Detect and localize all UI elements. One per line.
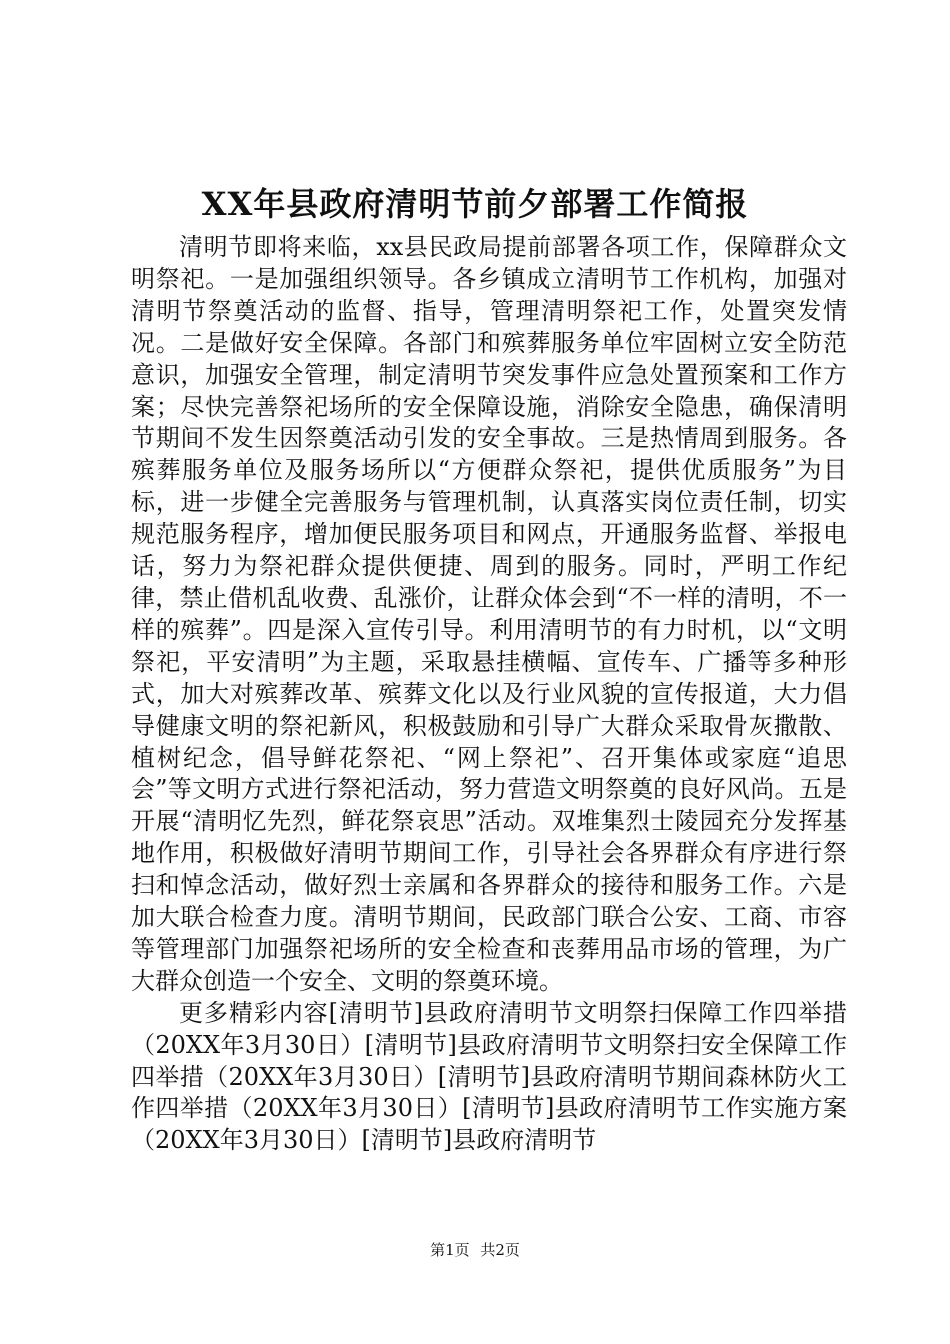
page-number-total: 共2页 [480,1241,520,1259]
page-footer [0,1240,950,1260]
document-title: XX年县政府清明节前夕部署工作简报 [201,185,749,223]
document-body [131,232,847,1157]
page-number-current: 第1页 [430,1241,470,1259]
body-paragraph-main: 清明节即将来临，xx县民政局提前部署各项工作，保障群众文明祭祀。一是加强组织领导。各乡镇成立清明节工作机构，加强对清明节祭奠活动的监督、指导，管理清明祭祀工作，处置突发情况。二是做好安全保障。各部门和殡葬服务单位牢固树立安全防范意识，加强安全管理，制定清明节突发事件应急处置预案和工作方案；尽快完善祭祀场所的安全保障设施，消除安全隐患，确保清明节期间不发生因祭奠活动引发的安全事故。三是热情周到服务。各殡葬服务单位及服务场所以“方便群众祭祀，提供优质服务”为目标，进一步健全完善服务与管理机制，认真落实岗位责任制，切实规范服务程序，增加便民服务项目和网点，开通服务监督、举报电话，努力为祭祀群众提供便捷、周到的服务。同时，严明工作纪律，禁止借机乱收费、乱涨价，让群众体会到“不一样的清明，不一样的殡葬”。四是深入宣传引导。利用清明节的有力时机，以“文明祭祀，平安清明”为主题，采取悬挂横幅、宣传车、广播等多种形式，加大对殡葬改革、殡葬文化以及行业风貌的宣传报道，大力倡导健康文明的祭祀新风，积极鼓励和引导广大群众采取骨灰撒散、植树纪念，倡导鲜花祭祀、“网上祭祀”、召开集体或家庭“追思会”等文明方式进行祭祀活动，努力营造文明祭奠的良好风尚。五是开展“清明忆先烈，鲜花祭哀思”活动。双堆集烈士陵园充分发挥基地作用，积极做好清明节期间工作，引导社会各界群众有序进行祭扫和悼念活动，做好烈士亲属和各界群众的接待和服务工作。六是加大联合检查力度。清明节期间，民政部门联合公安、工商、市容等管理部门加强祭祀场所的安全检查和丧葬用品市场的管理，为广大群众创造一个安全、文明的祭奠环境。 [131,233,847,995]
body-paragraph-more: 更多精彩内容[清明节]县政府清明节文明祭扫保障工作四举措（20XX年3月30日）[清明节]县政府清明节文明祭扫安全保障工作四举措（20XX年3月30日）[清明节]县政府清明节期间森林防火工作四举措（20XX年3月30日）[清明节]县政府清明节工作实施方案（20XX年3月30日）[清明节]县政府清明节 [131,998,847,1155]
